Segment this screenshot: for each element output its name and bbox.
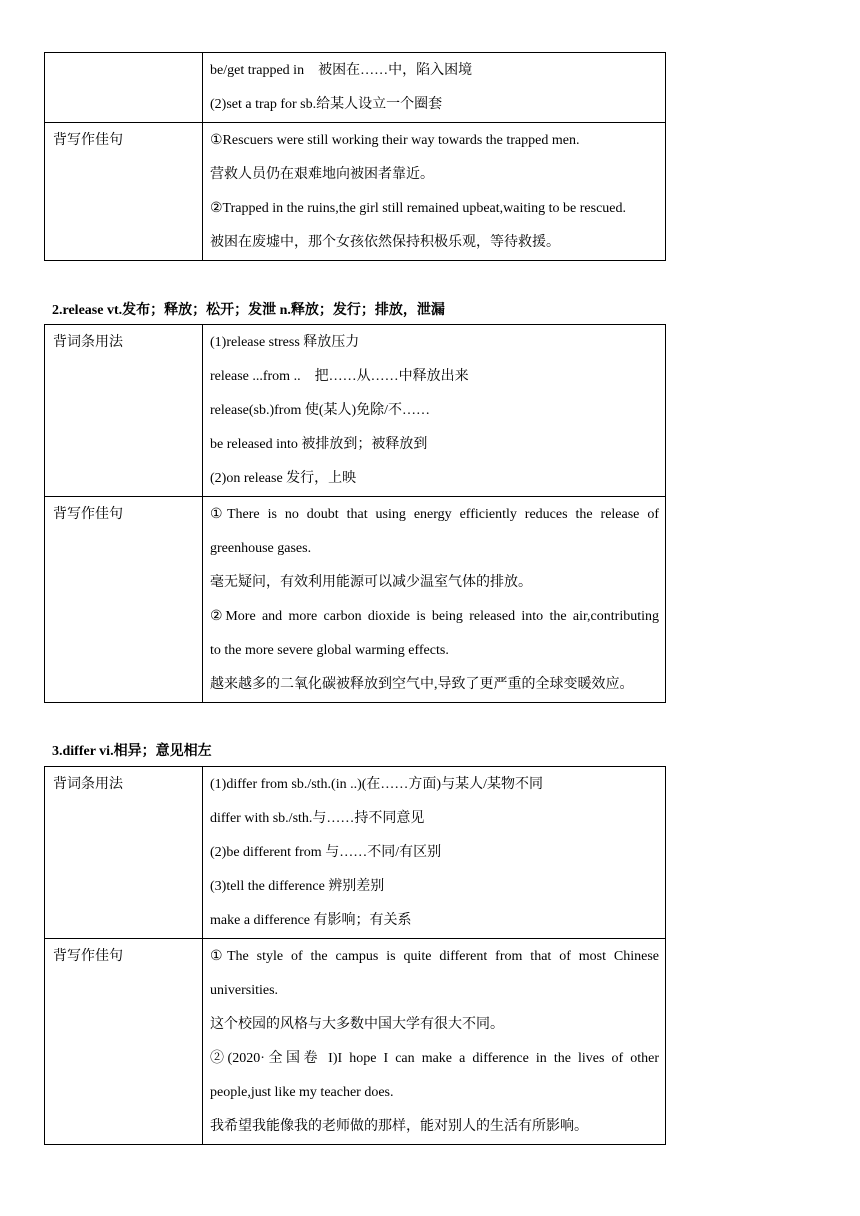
row-label [45,939,203,1145]
table-trap [44,52,666,261]
table-row [45,325,666,497]
row-content [203,497,666,703]
sentence-line: 毫无疑问，有效利用能源可以减少温室气体的排放。 [210,575,532,590]
usage-line: make a difference 有影响；有关系 [210,913,412,928]
section-heading-release: 2.release vt.发布；释放；松开；发泄 n.释放；发行；排放，泄漏 [52,303,445,318]
row-label [45,767,203,939]
row-label [45,53,203,123]
usage-line: (3)tell the difference 辨别差别 [210,879,385,894]
usage-line: release ...from .. 把……从……中释放出来 [210,369,469,384]
row-content [203,325,666,497]
table-row [45,123,666,261]
sentence-line: 越来越多的二氧化碳被释放到空气中,导致了更严重的全球变暖效应。 [210,677,634,692]
section-heading-differ: 3.differ vi.相异；意见相左 [52,744,212,759]
table-row [45,767,666,939]
sentence-line: ②(2020·全国卷 I)I hope I can make a difference in the lives of other [210,1051,659,1066]
table-differ [44,766,666,1145]
row-label [45,497,203,703]
sentence-line: 我希望我能像我的老师做的那样，能对别人的生活有所影响。 [210,1119,588,1134]
row-content [203,939,666,1145]
usage-line: differ with sb./sth.与……持不同意见 [210,811,425,826]
sentence-line: 营救人员仍在艰难地向被困者靠近。 [210,167,434,182]
usage-line: be released into 被排放到；被释放到 [210,437,428,452]
table-release [44,324,666,703]
table-row [45,497,666,703]
table-row [45,53,666,123]
sentence-line: ②Trapped in the ruins,the girl still remained upbeat,waiting to be rescued. [210,201,626,216]
row-label-text: 背写作佳句 [53,949,123,964]
row-content [203,767,666,939]
usage-line: (2)set a trap for sb.给某人设立一个圈套 [210,97,443,112]
row-content [203,53,666,123]
row-label-text: 背词条用法 [53,335,123,350]
row-label-text: 背写作佳句 [53,507,123,522]
usage-line: (1)differ from sb./sth.(in ..)(在……方面)与某人/某物不同 [210,777,543,792]
sentence-line: ①There is no doubt that using energy efficiently reduces the release of [210,507,659,522]
sentence-line: 被困在废墟中，那个女孩依然保持积极乐观，等待救援。 [210,235,560,250]
sentence-line: to the more severe global warming effects. [210,643,449,658]
sentence-line: universities. [210,983,279,998]
row-label [45,325,203,497]
sentence-line: greenhouse gases. [210,541,312,556]
usage-line: be/get trapped in 被困在……中，陷入困境 [210,63,473,78]
row-label-text: 背词条用法 [53,777,123,792]
row-label-text: 背写作佳句 [53,133,123,148]
sentence-line: people,just like my teacher does. [210,1085,394,1100]
usage-line: (1)release stress 释放压力 [210,335,360,350]
row-label [45,123,203,261]
sentence-line: ①The style of the campus is quite different from that of most Chinese [210,949,659,964]
usage-line: (2)be different from 与……不同/有区别 [210,845,442,860]
sentence-line: ①Rescuers were still working their way towards the trapped men. [210,133,580,148]
sentence-line: ②More and more carbon dioxide is being released into the air,contributing [210,609,659,624]
sentence-line: 这个校园的风格与大多数中国大学有很大不同。 [210,1017,504,1032]
table-row [45,939,666,1145]
usage-line: release(sb.)from 使(某人)免除/不…… [210,403,431,418]
row-content [203,123,666,261]
usage-line: (2)on release 发行，上映 [210,471,357,486]
